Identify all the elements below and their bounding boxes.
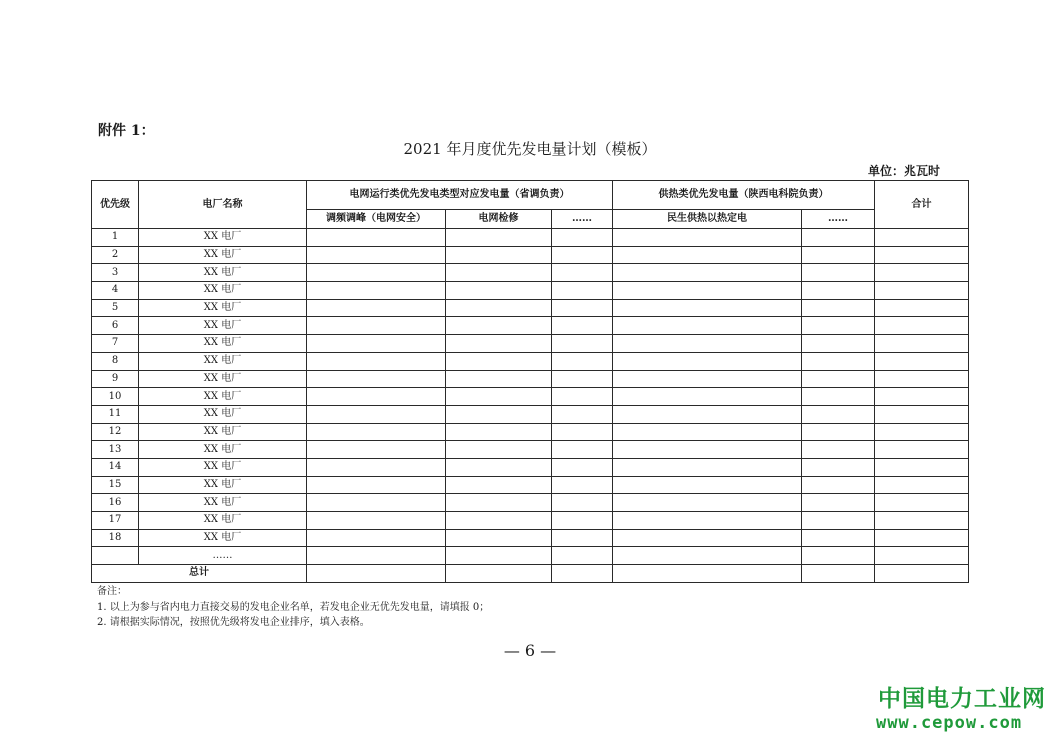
value-cell bbox=[552, 405, 613, 423]
plant-name-cell: XX 电厂 bbox=[139, 282, 307, 300]
value-cell bbox=[802, 352, 875, 370]
total-label-cell: 总计 bbox=[92, 565, 307, 583]
value-cell bbox=[613, 512, 802, 530]
table-row bbox=[92, 441, 969, 459]
value-cell bbox=[307, 388, 446, 406]
priority-cell: 8 bbox=[92, 352, 139, 370]
value-cell bbox=[875, 476, 969, 494]
table-row bbox=[92, 370, 969, 388]
priority-cell: 7 bbox=[92, 335, 139, 353]
value-cell bbox=[613, 388, 802, 406]
value-cell bbox=[446, 335, 552, 353]
value-cell bbox=[802, 370, 875, 388]
table-row bbox=[92, 458, 969, 476]
value-cell bbox=[446, 441, 552, 459]
value-cell bbox=[307, 264, 446, 282]
value-cell bbox=[802, 317, 875, 335]
value-cell bbox=[613, 423, 802, 441]
value-cell bbox=[613, 264, 802, 282]
value-cell bbox=[613, 458, 802, 476]
value-cell bbox=[307, 405, 446, 423]
value-cell bbox=[802, 565, 875, 583]
priority-cell: 6 bbox=[92, 317, 139, 335]
value-cell bbox=[802, 476, 875, 494]
value-cell bbox=[802, 494, 875, 512]
value-cell bbox=[552, 335, 613, 353]
value-cell bbox=[552, 458, 613, 476]
value-cell bbox=[446, 405, 552, 423]
table-row bbox=[92, 264, 969, 282]
table-row bbox=[92, 229, 969, 247]
value-cell bbox=[875, 441, 969, 459]
priority-cell: 18 bbox=[92, 529, 139, 547]
value-cell bbox=[307, 335, 446, 353]
value-cell bbox=[802, 335, 875, 353]
value-cell bbox=[307, 299, 446, 317]
header-total: 合计 bbox=[875, 181, 969, 229]
value-cell bbox=[875, 229, 969, 247]
value-cell bbox=[307, 317, 446, 335]
priority-cell: 17 bbox=[92, 512, 139, 530]
value-cell bbox=[875, 388, 969, 406]
value-cell bbox=[613, 547, 802, 565]
value-cell bbox=[307, 423, 446, 441]
attachment-label: 附件 1： bbox=[98, 123, 155, 139]
priority-cell: 2 bbox=[92, 246, 139, 264]
plant-name-cell: XX 电厂 bbox=[139, 388, 307, 406]
plant-name-cell: XX 电厂 bbox=[139, 229, 307, 247]
table-row bbox=[92, 476, 969, 494]
value-cell bbox=[875, 317, 969, 335]
value-cell bbox=[802, 441, 875, 459]
value-cell bbox=[446, 423, 552, 441]
value-cell bbox=[802, 388, 875, 406]
note-item: 2. 请根据实际情况，按照优先级将发电企业排序，填入表格。 bbox=[97, 617, 370, 628]
value-cell bbox=[446, 529, 552, 547]
plant-name-cell: XX 电厂 bbox=[139, 317, 307, 335]
plant-name-cell: XX 电厂 bbox=[139, 476, 307, 494]
unit-label: 单位：兆瓦时 bbox=[868, 164, 941, 178]
value-cell bbox=[446, 388, 552, 406]
value-cell bbox=[875, 494, 969, 512]
value-cell bbox=[307, 441, 446, 459]
value-cell bbox=[613, 405, 802, 423]
value-cell bbox=[552, 494, 613, 512]
value-cell bbox=[307, 370, 446, 388]
value-cell bbox=[613, 494, 802, 512]
notes-section bbox=[97, 584, 489, 631]
value-cell bbox=[802, 282, 875, 300]
value-cell bbox=[552, 264, 613, 282]
watermark-name: 中国电力工业网 bbox=[878, 686, 1046, 712]
value-cell bbox=[552, 229, 613, 247]
value-cell bbox=[552, 282, 613, 300]
table-row bbox=[92, 423, 969, 441]
priority-cell: 10 bbox=[92, 388, 139, 406]
value-cell bbox=[552, 441, 613, 459]
table-row bbox=[92, 529, 969, 547]
value-cell bbox=[875, 246, 969, 264]
value-cell bbox=[446, 282, 552, 300]
value-cell bbox=[613, 441, 802, 459]
value-cell bbox=[446, 317, 552, 335]
priority-cell: 15 bbox=[92, 476, 139, 494]
value-cell bbox=[613, 299, 802, 317]
plant-name-cell: …… bbox=[139, 547, 307, 565]
plant-name-cell: XX 电厂 bbox=[139, 458, 307, 476]
value-cell bbox=[446, 246, 552, 264]
value-cell bbox=[552, 547, 613, 565]
subheader-civil-heating: 民生供热以热定电 bbox=[613, 210, 802, 229]
value-cell bbox=[446, 229, 552, 247]
value-cell bbox=[446, 476, 552, 494]
value-cell bbox=[307, 229, 446, 247]
value-cell bbox=[307, 512, 446, 530]
plant-name-cell: XX 电厂 bbox=[139, 370, 307, 388]
plant-name-cell: XX 电厂 bbox=[139, 264, 307, 282]
subheader-grid-more: …… bbox=[552, 210, 613, 229]
value-cell bbox=[613, 476, 802, 494]
value-cell bbox=[307, 547, 446, 565]
value-cell bbox=[307, 458, 446, 476]
priority-cell: 14 bbox=[92, 458, 139, 476]
plant-name-cell: XX 电厂 bbox=[139, 441, 307, 459]
priority-cell: 16 bbox=[92, 494, 139, 512]
document-title: 2021 年月度优先发电量计划（模板） bbox=[403, 140, 657, 158]
value-cell bbox=[802, 529, 875, 547]
value-cell bbox=[613, 370, 802, 388]
priority-cell: 3 bbox=[92, 264, 139, 282]
value-cell bbox=[875, 405, 969, 423]
plant-name-cell: XX 电厂 bbox=[139, 423, 307, 441]
watermark-url: www.cepow.com bbox=[876, 713, 1023, 733]
value-cell bbox=[802, 299, 875, 317]
value-cell bbox=[613, 246, 802, 264]
value-cell bbox=[875, 423, 969, 441]
value-cell bbox=[446, 299, 552, 317]
value-cell bbox=[446, 547, 552, 565]
value-cell bbox=[875, 458, 969, 476]
table-header-row bbox=[92, 181, 969, 210]
plant-name-cell: XX 电厂 bbox=[139, 335, 307, 353]
table-row bbox=[92, 405, 969, 423]
note-item: 1. 以上为参与省内电力直接交易的发电企业名单，若发电企业无优先发电量，请填报 0； bbox=[97, 601, 490, 613]
value-cell bbox=[307, 282, 446, 300]
header-heating-group: 供热类优先发电量（陕西电科院负责） bbox=[613, 181, 875, 210]
value-cell bbox=[446, 512, 552, 530]
header-grid-operation-group: 电网运行类优先发电类型对应发电量（省调负责） bbox=[307, 181, 613, 210]
value-cell bbox=[613, 335, 802, 353]
plant-name-cell: XX 电厂 bbox=[139, 512, 307, 530]
priority-cell: 9 bbox=[92, 370, 139, 388]
value-cell bbox=[802, 423, 875, 441]
value-cell bbox=[613, 352, 802, 370]
priority-cell: 4 bbox=[92, 282, 139, 300]
plant-name-cell: XX 电厂 bbox=[139, 352, 307, 370]
value-cell bbox=[552, 476, 613, 494]
value-cell bbox=[875, 512, 969, 530]
value-cell bbox=[802, 246, 875, 264]
subheader-heating-more: …… bbox=[802, 210, 875, 229]
table-row bbox=[92, 299, 969, 317]
value-cell bbox=[875, 370, 969, 388]
value-cell bbox=[552, 370, 613, 388]
value-cell bbox=[307, 565, 446, 583]
value-cell bbox=[552, 512, 613, 530]
value-cell bbox=[875, 282, 969, 300]
value-cell bbox=[802, 264, 875, 282]
plant-name-cell: XX 电厂 bbox=[139, 246, 307, 264]
priority-cell: 1 bbox=[92, 229, 139, 247]
value-cell bbox=[613, 282, 802, 300]
value-cell bbox=[552, 529, 613, 547]
table-row bbox=[92, 494, 969, 512]
value-cell bbox=[446, 565, 552, 583]
value-cell bbox=[802, 405, 875, 423]
priority-cell: 12 bbox=[92, 423, 139, 441]
value-cell bbox=[446, 370, 552, 388]
value-cell bbox=[613, 317, 802, 335]
value-cell bbox=[307, 494, 446, 512]
table-row bbox=[92, 352, 969, 370]
table-row bbox=[92, 335, 969, 353]
value-cell bbox=[875, 299, 969, 317]
value-cell bbox=[875, 264, 969, 282]
value-cell bbox=[446, 264, 552, 282]
table-row bbox=[92, 317, 969, 335]
value-cell bbox=[552, 317, 613, 335]
plant-name-cell: XX 电厂 bbox=[139, 494, 307, 512]
value-cell bbox=[875, 547, 969, 565]
total-row bbox=[92, 565, 969, 583]
table-row bbox=[92, 282, 969, 300]
value-cell bbox=[307, 529, 446, 547]
value-cell bbox=[307, 246, 446, 264]
plant-name-cell: XX 电厂 bbox=[139, 299, 307, 317]
header-priority: 优先级 bbox=[92, 181, 139, 229]
header-plant-name: 电厂名称 bbox=[139, 181, 307, 229]
value-cell bbox=[552, 565, 613, 583]
table-row bbox=[92, 388, 969, 406]
value-cell bbox=[613, 565, 802, 583]
value-cell bbox=[875, 335, 969, 353]
plant-name-cell: XX 电厂 bbox=[139, 405, 307, 423]
value-cell bbox=[446, 458, 552, 476]
subheader-frequency-peak: 调频调峰（电网安全） bbox=[307, 210, 446, 229]
ellipsis-row bbox=[92, 547, 969, 565]
priority-cell: 11 bbox=[92, 405, 139, 423]
priority-cell: 5 bbox=[92, 299, 139, 317]
value-cell bbox=[446, 494, 552, 512]
value-cell bbox=[446, 352, 552, 370]
value-cell bbox=[875, 565, 969, 583]
value-cell bbox=[552, 352, 613, 370]
value-cell bbox=[802, 458, 875, 476]
table-row bbox=[92, 246, 969, 264]
subheader-grid-maintenance: 电网检修 bbox=[446, 210, 552, 229]
value-cell bbox=[875, 529, 969, 547]
plant-name-cell: XX 电厂 bbox=[139, 529, 307, 547]
value-cell bbox=[613, 229, 802, 247]
value-cell bbox=[552, 388, 613, 406]
value-cell bbox=[802, 512, 875, 530]
value-cell bbox=[307, 352, 446, 370]
value-cell bbox=[552, 246, 613, 264]
generation-plan-table bbox=[91, 180, 969, 583]
notes-heading: 备注： bbox=[97, 586, 127, 597]
value-cell bbox=[802, 229, 875, 247]
value-cell bbox=[613, 529, 802, 547]
value-cell bbox=[802, 547, 875, 565]
table-row bbox=[92, 512, 969, 530]
priority-cell bbox=[92, 547, 139, 565]
page-number: — 6 — bbox=[503, 641, 557, 660]
priority-cell: 13 bbox=[92, 441, 139, 459]
value-cell bbox=[875, 352, 969, 370]
value-cell bbox=[307, 476, 446, 494]
value-cell bbox=[552, 423, 613, 441]
value-cell bbox=[552, 299, 613, 317]
